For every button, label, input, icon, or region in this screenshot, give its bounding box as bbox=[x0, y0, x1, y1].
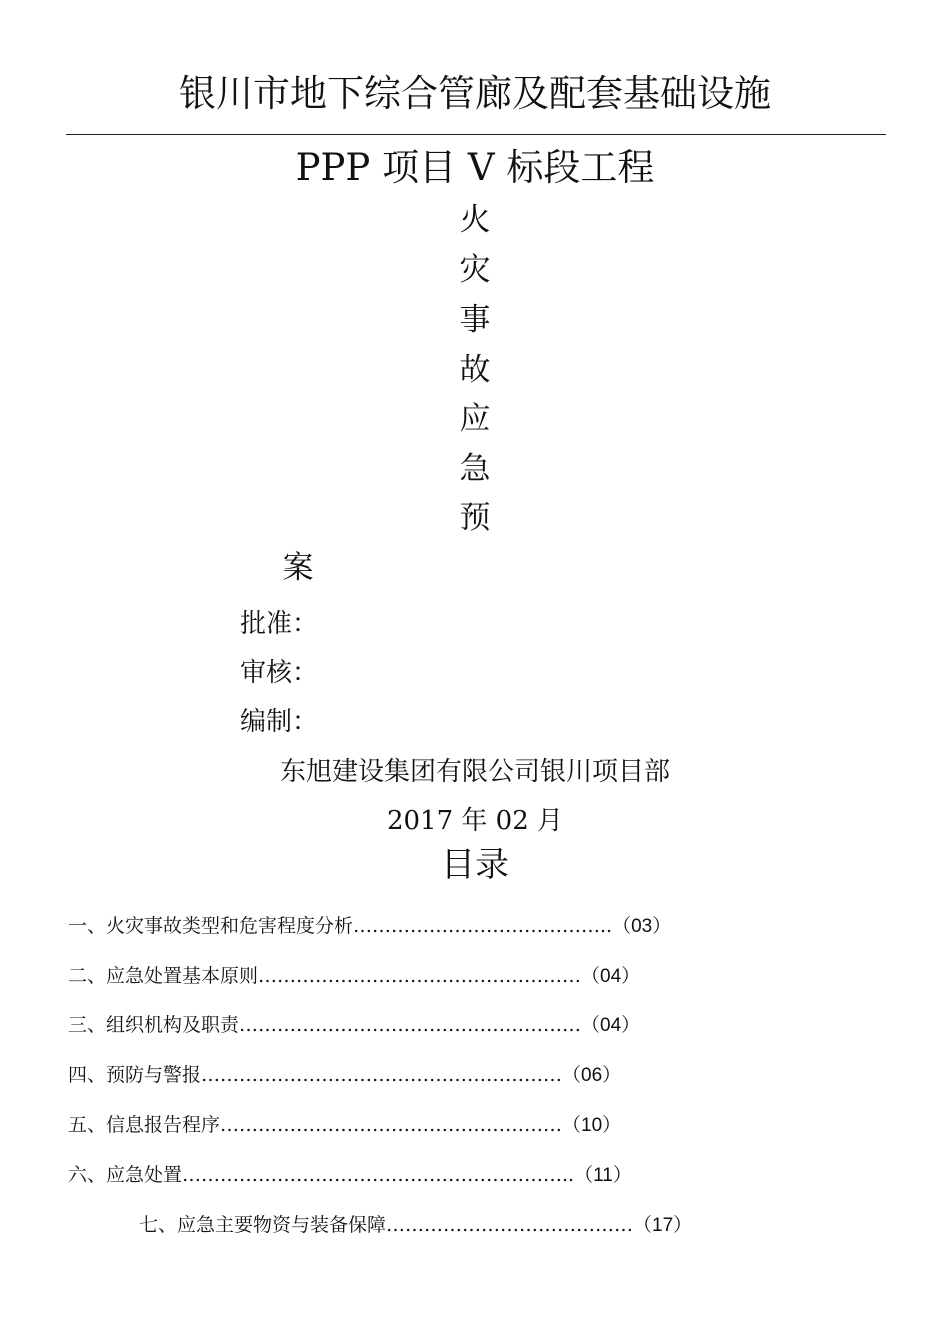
document-date: 2017 年 02 月 bbox=[386, 806, 564, 836]
toc-item-leader: ……………………………………………… bbox=[239, 1014, 582, 1036]
toc-item-label: 四、预防与警报 bbox=[68, 1064, 202, 1086]
document-title-line-1: 银川市地下综合管廊及配套基础设施 bbox=[179, 72, 771, 115]
toc-item[interactable] bbox=[68, 1161, 632, 1190]
plan-title-char: 故 bbox=[459, 352, 491, 388]
toc-item-label: 二、应急处置基本原则 bbox=[68, 965, 259, 987]
plan-title-char: 急 bbox=[459, 451, 491, 487]
plan-title-char: 案 bbox=[282, 550, 314, 586]
toc-item-page: （06） bbox=[562, 1065, 622, 1086]
toc-item[interactable] bbox=[68, 1111, 621, 1140]
toc-item-page: （03） bbox=[612, 916, 672, 937]
toc-item-leader: ………………………………… bbox=[386, 1214, 634, 1236]
plan-title-char: 应 bbox=[459, 401, 491, 437]
toc-item-page: （04） bbox=[581, 1015, 641, 1036]
plan-title-char: 事 bbox=[459, 302, 491, 338]
toc-item-page: （17） bbox=[633, 1215, 693, 1236]
toc-item-page: （10） bbox=[562, 1115, 622, 1136]
toc-item-leader: ……………………………………………… bbox=[220, 1114, 563, 1136]
signature-compile: 编制： bbox=[240, 707, 319, 737]
plan-title-char: 火 bbox=[459, 202, 491, 238]
toc-item[interactable] bbox=[139, 1211, 692, 1240]
toc-item-leader: ………………………………….. bbox=[353, 915, 613, 937]
toc-item-label: 七、应急主要物资与装备保障 bbox=[139, 1214, 387, 1236]
toc-item-label: 一、火灾事故类型和危害程度分析 bbox=[68, 915, 354, 937]
toc-item[interactable] bbox=[68, 1011, 640, 1040]
toc-item-page: （11） bbox=[574, 1165, 632, 1186]
plan-title-char: 灾 bbox=[459, 252, 491, 288]
toc-item-leader: …………………………………………… bbox=[258, 965, 582, 987]
signature-review: 审核： bbox=[240, 658, 319, 688]
toc-item[interactable] bbox=[68, 962, 640, 991]
toc-title: 目录 bbox=[441, 845, 509, 885]
document-title-line-2: PPP 项目 V 标段工程 bbox=[295, 146, 655, 189]
toc-item[interactable] bbox=[68, 1061, 621, 1090]
toc-item-leader: …………………………………………………….. bbox=[182, 1164, 575, 1186]
signature-approve: 批准： bbox=[240, 609, 319, 639]
toc-item[interactable] bbox=[68, 912, 671, 941]
toc-item-label: 六、应急处置 bbox=[68, 1164, 183, 1186]
plan-title-char: 预 bbox=[459, 500, 491, 536]
organization-name: 东旭建设集团有限公司银川项目部 bbox=[279, 757, 670, 787]
toc-item-label: 三、组织机构及职责 bbox=[68, 1014, 240, 1036]
toc-item-leader: ………………………………………………… bbox=[201, 1064, 563, 1086]
toc-item-label: 五、信息报告程序 bbox=[68, 1114, 221, 1136]
toc-item-page: （04） bbox=[581, 966, 641, 987]
title-divider bbox=[66, 134, 886, 135]
